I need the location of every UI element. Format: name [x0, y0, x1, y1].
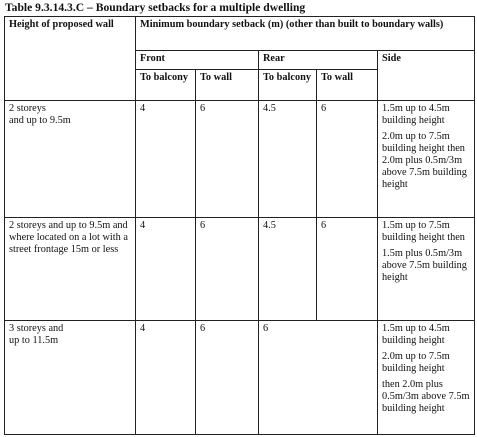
front-wall-value: 6	[196, 321, 259, 435]
table-row	[5, 218, 475, 321]
front-wall-value: 6	[196, 218, 259, 321]
rear-to-balcony-header: To balcony	[259, 70, 317, 101]
side-setback-text: 2.0m up to 7.5m building height then 2.0m plus 0.5m/3m above 7.5m building height	[382, 131, 467, 190]
front-header: Front	[136, 51, 259, 70]
side-cell	[378, 218, 475, 321]
rear-merged-value: 6	[259, 321, 378, 435]
front-balcony-value: 4	[136, 101, 196, 218]
height-line: 2 storeys	[9, 103, 46, 114]
height-line: up to 11.5m	[9, 335, 59, 346]
side-setback-text: 1.5m up to 4.5m building height	[382, 103, 450, 126]
front-balcony-value: 4	[136, 218, 196, 321]
height-of-proposed-wall-header: Height of proposed wall	[5, 17, 136, 101]
rear-to-wall-header: To wall	[317, 70, 378, 101]
side-setback-text: 1.5m up to 7.5m building height then	[382, 220, 465, 243]
side-setback-text: 1.5m plus 0.5m/3m above 7.5m building height	[382, 248, 467, 283]
front-to-balcony-header: To balcony	[136, 70, 196, 101]
height-cell	[5, 101, 136, 218]
height-line: 2 storeys and up to 9.5m and where located on a lot with a street frontage 15m or less	[9, 220, 128, 255]
side-setback-text: 2.0m up to 7.5m building height	[382, 351, 450, 374]
table-title: Table 9.3.14.3.C – Boundary setbacks for a multiple dwelling	[5, 1, 306, 14]
front-wall-value: 6	[196, 101, 259, 218]
height-cell	[5, 321, 136, 435]
rear-balcony-value: 4.5	[259, 101, 317, 218]
rear-balcony-value: 4.5	[259, 218, 317, 321]
front-to-wall-header: To wall	[196, 70, 259, 101]
boundary-setbacks-table	[4, 16, 475, 435]
rear-header: Rear	[259, 51, 378, 70]
height-line: 3 storeys and	[9, 323, 64, 334]
side-setback-text: 1.5m up to 4.5m building height	[382, 323, 450, 346]
height-line: and up to 9.5m	[9, 115, 71, 126]
rear-wall-value: 6	[317, 218, 378, 321]
minimum-boundary-setback-header: Minimum boundary setback (m) (other than built to boundary walls)	[136, 17, 475, 51]
table-row	[5, 321, 475, 435]
table-row	[5, 101, 475, 218]
side-cell	[378, 321, 475, 435]
side-setback-text: then 2.0m plus 0.5m/3m above 7.5m building height	[382, 379, 470, 414]
side-header: Side	[378, 51, 475, 101]
side-cell	[378, 101, 475, 218]
rear-wall-value: 6	[317, 101, 378, 218]
height-cell	[5, 218, 136, 321]
front-balcony-value: 4	[136, 321, 196, 435]
